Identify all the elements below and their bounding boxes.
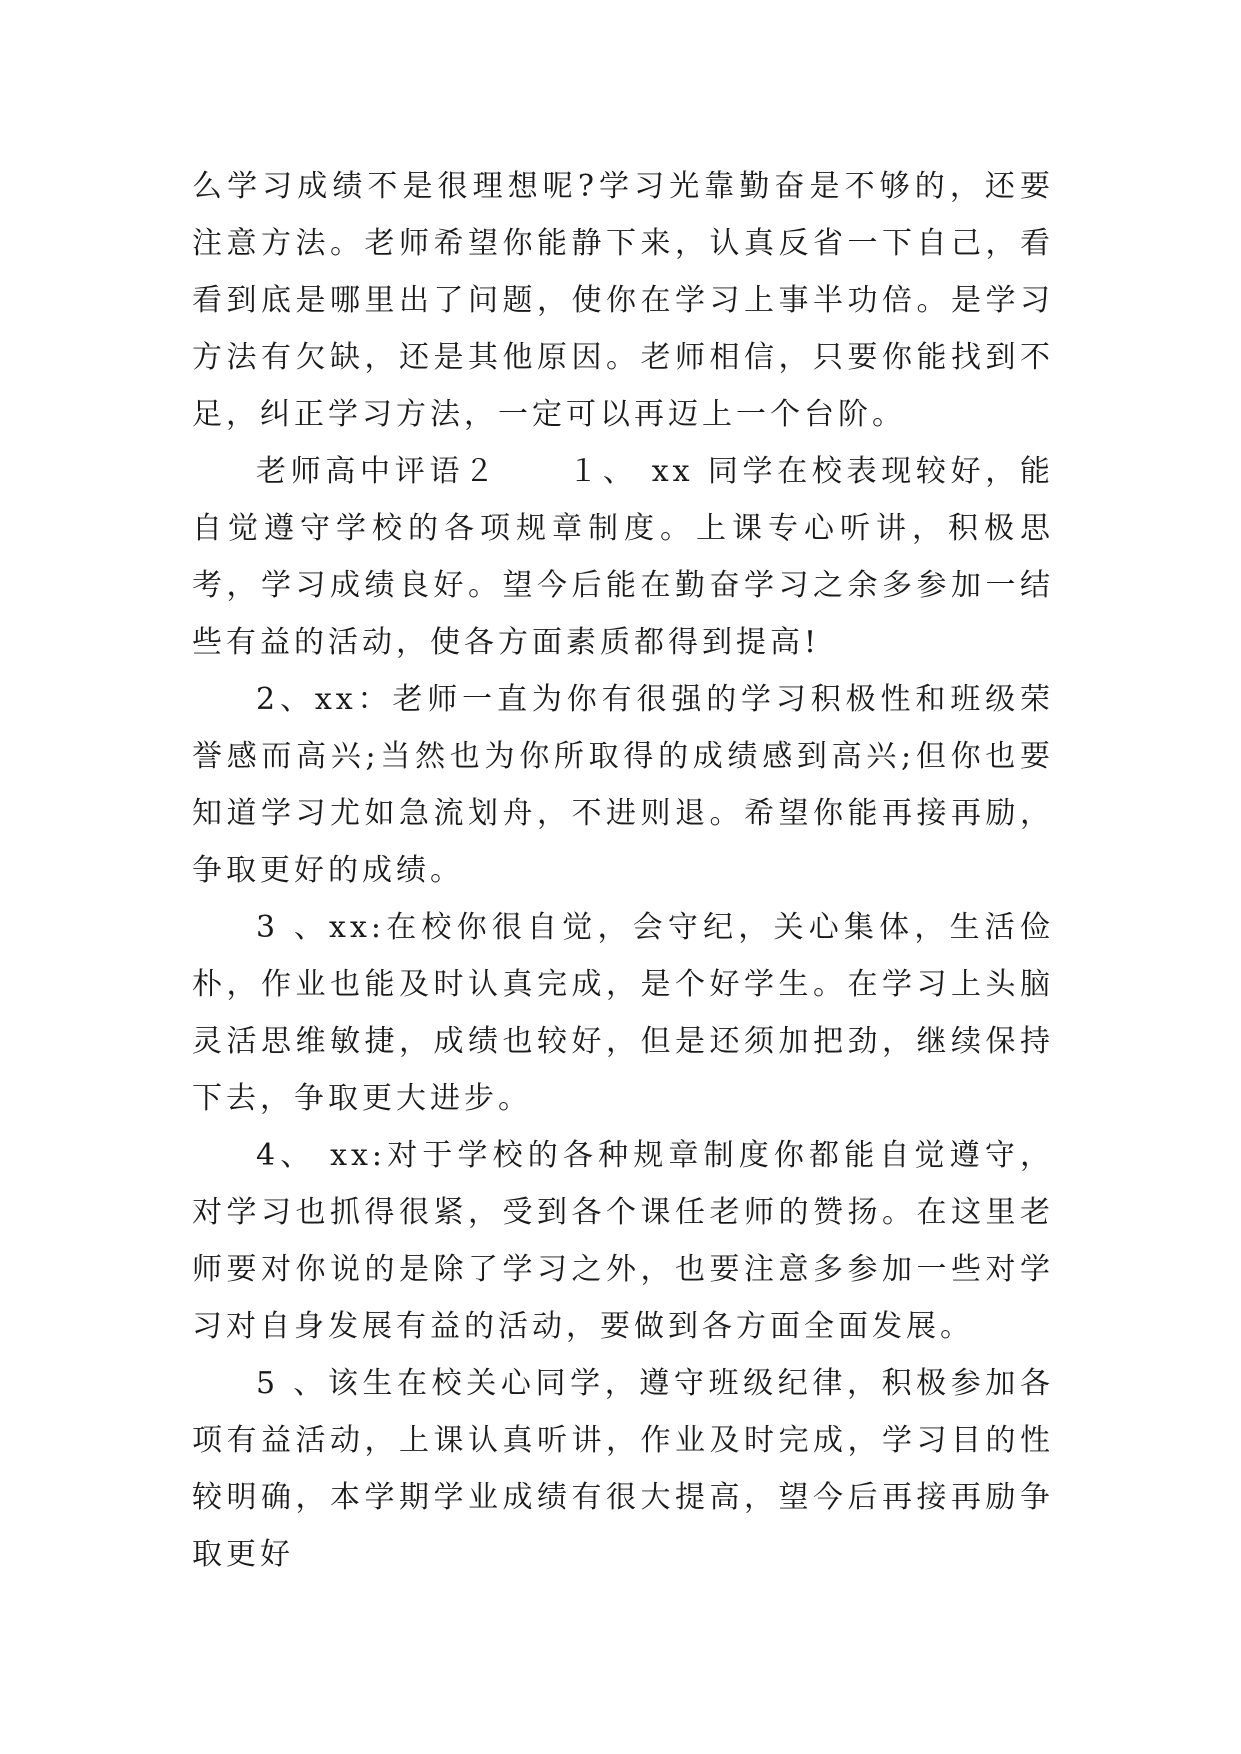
paragraph-continued: 么学习成绩不是很理想呢?学习光靠勤奋是不够的，还要注意方法。老师希望你能静下来，认真反省一下自己，看看到底是哪里出了问题，使你在学习上事半功倍。是学习方法有欠缺，还是其他原因。老师相信，只要你能找到不足，纠正学习方法，一定可以再迈上一个台阶。	[192, 169, 1054, 432]
document-body	[192, 158, 1054, 1583]
paragraph-comment-4: 4、 xx:对于学校的各种规章制度你都能自觉遵守，对学习也抓得很紧，受到各个课任老师的赞扬。在这里老师要对你说的是除了学习之外，也要注意多参加一些对学习对自身发展有益的活动，要做到各方面全面发展。	[192, 1138, 1054, 1344]
paragraph-comment-3: 3 、xx:在校你很自觉，会守纪，关心集体，生活俭朴，作业也能及时认真完成，是个好学生。在学习上头脑灵活思维敏捷，成绩也较好，但是还须加把劲，继续保持下去，争取更大进步。	[192, 910, 1054, 1116]
paragraph-comment-2: 2、xx：老师一直为你有很强的学习积极性和班级荣誉感而高兴;当然也为你所取得的成绩感到高兴;但你也要知道学习尤如急流划舟，不进则退。希望你能再接再励，争取更好的成绩。	[192, 682, 1054, 888]
paragraph-comment-intro-1: 老师高中评语２ １、 xx 同学在校表现较好，能自觉遵守学校的各项规章制度。上课专心听讲，积极思考，学习成绩良好。望今后能在勤奋学习之余多参加一结些有益的活动，使各方面素质都得到提高!	[192, 454, 1054, 660]
paragraph-comment-5: 5 、该生在校关心同学，遵守班级纪律，积极参加各项有益活动，上课认真听讲，作业及时完成，学习目的性较明确，本学期学业成绩有很大提高，望今后再接再励争取更好	[192, 1366, 1054, 1572]
